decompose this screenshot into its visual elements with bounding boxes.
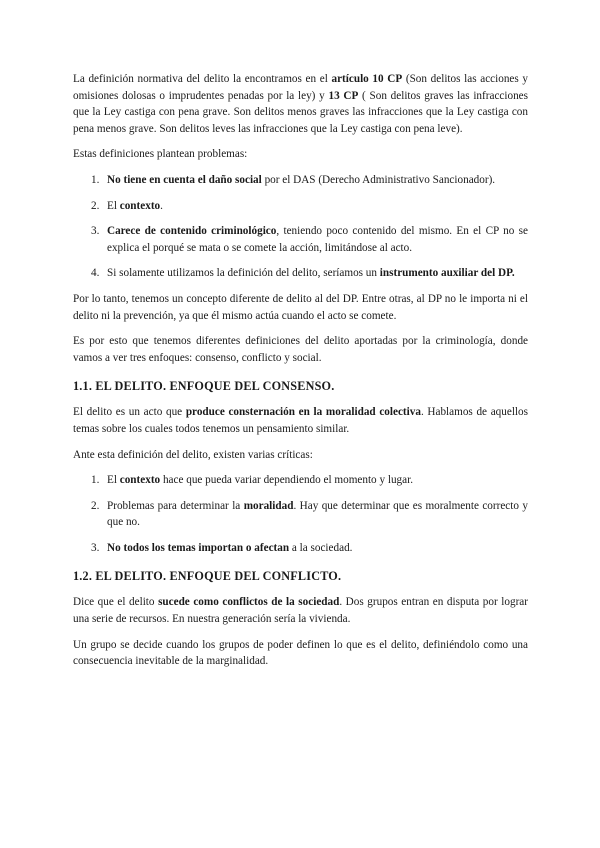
paragraph-critiques-intro: Ante esta definición del delito, existen varias críticas: — [73, 448, 313, 461]
paragraph-normative-definition: La definición normativa del delito la encontramos en el artículo 10 CP (Son delitos las acciones y omisiones dolosas o imprudentes penadas por la ley) y 13 CP ( Son delitos graves las infracciones que la Ley castiga con pena grave. Son delitos menos graves las infracciones que la Ley castiga con pena menos grave. Son delitos leves las infracciones que la Ley castiga con pena leve). — [73, 73, 529, 135]
list-item: 3. No todos los temas importan o afectan a la sociedad. — [91, 541, 353, 554]
paragraph-conflict-definition: Dice que el delito sucede como conflictos de la sociedad. Dos grupos entran en disputa por lograr una serie de recursos. En nuestra generación sería la vivienda. — [73, 596, 528, 626]
list-item: 1. No tiene en cuenta el daño social por el DAS (Derecho Administrativo Sancionador). — [91, 173, 496, 186]
problems-list — [73, 172, 528, 282]
section-heading-conflict: 1.2. EL DELITO. ENFOQUE DEL CONFLICTO. — [73, 569, 342, 584]
list-item: 1. El contexto hace que pueda variar dependiendo el momento y lugar. — [91, 474, 414, 487]
paragraph-conclusion: Por lo tanto, tenemos un concepto diferente de delito al del DP. Entre otras, al DP no le importa ni el delito ni la prevención, ya que él mismo actúa cuando el acto se comete. — [73, 292, 528, 322]
paragraph-power-groups: Un grupo se decide cuando los grupos de poder definen lo que es el delito, definiéndolo como una consecuencia inevitable de la marginalidad. — [73, 638, 528, 668]
paragraph-problems-intro: Estas definiciones plantean problemas: — [73, 148, 248, 161]
list-item: 2. El contexto. — [91, 199, 163, 212]
section-heading-consensus: 1.1. EL DELITO. ENFOQUE DEL CONSENSO. — [73, 379, 335, 394]
paragraph-approaches: Es por esto que tenemos diferentes definiciones del delito aportadas por la criminología, donde vamos a ver tres enfoques: consenso, conflicto y social. — [73, 335, 528, 364]
paragraph-consensus-definition: El delito es un acto que produce consternación en la moralidad colectiva. Hablamos de aquellos temas sobre los cuales todos tenemos un pensamiento similar. — [73, 406, 528, 435]
list-item: 3. Carece de contenido criminológico, teniendo poco contenido del mismo. En el CP no se explica el porqué se mata o se comete la acción, limitándose al acto. — [91, 225, 528, 254]
critiques-list — [73, 472, 528, 556]
list-item: 4. Si solamente utilizamos la definición del delito, seríamos un instrumento auxiliar del DP. — [91, 267, 515, 280]
list-item: 2. Problemas para determinar la moralidad. Hay que determinar que es moralmente correcto y que no. — [91, 499, 528, 529]
